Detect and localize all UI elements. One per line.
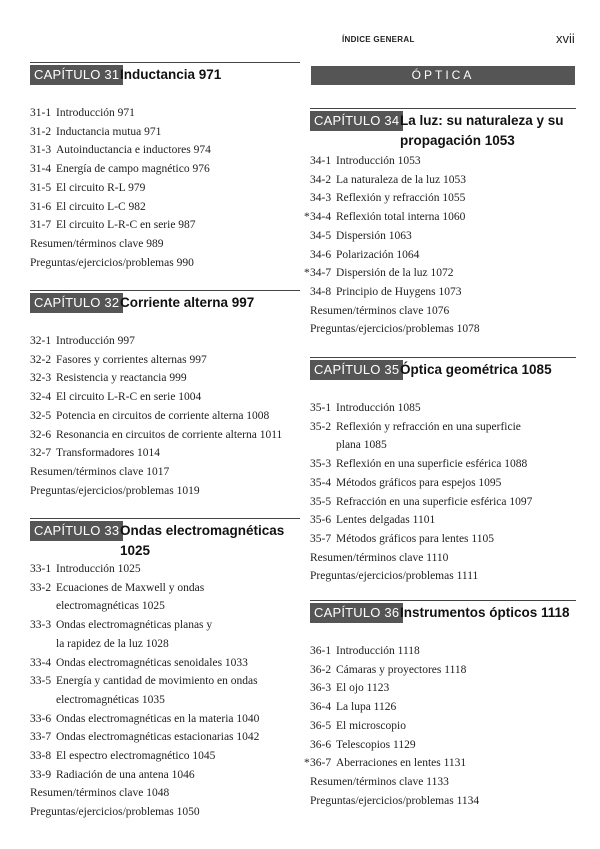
section-number: 36-1 (310, 645, 332, 657)
toc-entry[interactable] (310, 679, 576, 698)
chapter-title (120, 293, 254, 313)
chapter-title-line1: Óptica geométrica 1085 (400, 362, 552, 377)
toc-entry[interactable] (30, 407, 300, 426)
section-number: 32-3 (30, 372, 52, 385)
section-title: Resumen/términos clave 1133 (310, 775, 449, 788)
toc-entry[interactable] (310, 152, 576, 171)
toc-entry[interactable] (310, 455, 576, 474)
section-number: 35-1 (310, 402, 332, 414)
section-title: El circuito L-R-C en serie 1004 (56, 391, 202, 404)
entry-list (30, 560, 300, 822)
section-number: 33-2 (30, 581, 52, 594)
toc-entry[interactable] (30, 747, 300, 766)
toc-entry[interactable] (30, 444, 300, 463)
section-title: Resumen/términos clave 1076 (310, 304, 450, 317)
optional-marker: * (304, 757, 310, 770)
section-title: Introducción 971 (56, 107, 135, 119)
toc-entry[interactable] (310, 474, 576, 493)
section-title: Reflexión y refracción en una superficie (336, 420, 521, 433)
entry-list (304, 642, 576, 810)
chapter-title (400, 111, 564, 151)
section-title: Preguntas/ejercicios/problemas 1134 (310, 794, 480, 807)
chapter-title (400, 360, 552, 380)
toc-entry[interactable] (30, 784, 300, 803)
section-number: 35-4 (310, 476, 332, 489)
toc-entry[interactable] (30, 482, 300, 501)
entry-list (30, 332, 300, 500)
section-number: 32-7 (30, 447, 52, 460)
chapter-label: CAPÍTULO 35 (310, 360, 403, 380)
toc-entry[interactable] (310, 567, 576, 586)
section-number: 31-7 (30, 219, 52, 232)
entry-list (310, 399, 576, 586)
chapter-title-line1: Ondas electromagnéticas (120, 523, 285, 538)
chapter-title-line1: Instrumentos ópticos 1118 (400, 605, 570, 620)
toc-entry[interactable] (30, 616, 300, 653)
toc-entry[interactable] (310, 736, 576, 755)
section-title: Preguntas/ejercicios/problemas 1111 (310, 570, 479, 583)
toc-entry[interactable] (30, 369, 300, 388)
section-number: 33-7 (30, 731, 52, 744)
chapter-title (120, 65, 221, 85)
toc-entry[interactable] (310, 493, 576, 512)
section-number: 35-2 (310, 420, 332, 433)
toc-entry[interactable] (30, 104, 300, 123)
section-title-continued: electromagnéticas 1025 (56, 600, 165, 613)
section-number: 34-3 (310, 192, 332, 205)
section-title-continued: plana 1085 (336, 439, 387, 452)
section-title: Resumen/términos clave 989 (30, 237, 164, 250)
chapter-heading (310, 357, 576, 379)
chapter-32 (30, 290, 300, 497)
toc-entry[interactable] (310, 246, 576, 265)
chapter-34 (304, 108, 576, 336)
section-title: La lupa 1126 (336, 701, 397, 714)
chapter-title (120, 521, 284, 561)
section-title: Resumen/términos clave 1017 (30, 465, 170, 478)
toc-entry[interactable] (310, 792, 576, 811)
section-number: 36-6 (310, 738, 332, 751)
section-number: 33-8 (30, 750, 52, 763)
chapter-35 (310, 357, 576, 583)
chapter-label: CAPÍTULO 31 (30, 65, 123, 85)
toc-entry[interactable] (30, 351, 300, 370)
section-title: Resistencia y reactancia 999 (56, 372, 187, 385)
chapter-rule (310, 108, 576, 109)
section-banner-optica: ÓPTICA (311, 66, 575, 85)
toc-entry[interactable] (310, 418, 576, 455)
section-title: Preguntas/ejercicios/problemas 990 (30, 256, 194, 269)
entry-list (30, 104, 300, 272)
section-number: 32-1 (30, 335, 52, 347)
chapter-title-line1: La luz: su naturaleza y su (400, 113, 564, 128)
section-number: 36-2 (310, 663, 332, 676)
section-number: 34-5 (310, 229, 332, 242)
section-title: Introducción 997 (56, 335, 135, 347)
section-number: 33-4 (30, 656, 52, 669)
toc-entry[interactable] (310, 549, 576, 568)
section-title: Dispersión 1063 (336, 229, 412, 242)
toc-entry[interactable] (310, 302, 576, 321)
section-title: Refracción en una superficie esférica 1097 (336, 495, 533, 508)
section-number: 36-5 (310, 719, 332, 732)
toc-entry[interactable] (30, 179, 300, 198)
section-number: 34-1 (310, 155, 332, 167)
optional-marker: * (304, 211, 310, 224)
section-number: 33-3 (30, 619, 52, 632)
section-title: Resumen/términos clave 1048 (30, 787, 170, 800)
section-title: Introducción 1085 (336, 402, 421, 414)
entry-list (304, 152, 576, 339)
section-title: Ondas electromagnéticas en la materia 1040 (56, 712, 260, 725)
section-number: 34-4 (310, 211, 332, 224)
toc-entry[interactable] (30, 123, 300, 142)
section-number: 32-5 (30, 409, 52, 422)
toc-entry[interactable] (310, 717, 576, 736)
chapter-label: CAPÍTULO 34 (310, 111, 403, 131)
section-number: 31-2 (30, 125, 52, 138)
section-title: El ojo 1123 (336, 682, 390, 695)
toc-entry[interactable] (30, 198, 300, 217)
section-title: Principio de Huygens 1073 (336, 285, 462, 298)
section-number: 36-3 (310, 682, 332, 695)
chapter-label: CAPÍTULO 36 (310, 603, 403, 623)
chapter-33 (30, 518, 300, 819)
chapter-rule (310, 600, 576, 601)
section-number: 35-7 (310, 532, 332, 545)
chapter-rule (30, 62, 300, 63)
toc-entry[interactable] (30, 332, 300, 351)
toc-entry[interactable] (310, 773, 576, 792)
section-number: 35-3 (310, 458, 332, 471)
section-title: Reflexión en una superficie esférica 1088 (336, 458, 528, 471)
section-title: Resonancia en circuitos de corriente alterna 1011 (56, 428, 283, 441)
section-title: Introducción 1118 (336, 645, 420, 657)
section-title: La naturaleza de la luz 1053 (336, 173, 466, 186)
toc-entry[interactable] (310, 320, 576, 339)
toc-entry[interactable] (310, 661, 576, 680)
section-title: Métodos gráficos para lentes 1105 (336, 532, 494, 545)
toc-entry[interactable] (30, 710, 300, 729)
toc-entry[interactable] (30, 141, 300, 160)
toc-entry[interactable] (30, 426, 300, 445)
chapter-36 (304, 600, 576, 807)
toc-entry[interactable] (30, 654, 300, 673)
chapter-31 (30, 62, 300, 269)
section-title: El circuito R-L 979 (56, 181, 146, 194)
section-number: 36-4 (310, 701, 332, 714)
toc-entry[interactable] (304, 264, 576, 283)
section-title: Ecuaciones de Maxwell y ondas (56, 581, 205, 594)
toc-entry[interactable] (30, 388, 300, 407)
toc-entry[interactable] (310, 511, 576, 530)
toc-entry[interactable] (30, 560, 300, 579)
section-title: Energía de campo magnético 976 (56, 163, 210, 176)
toc-entry[interactable] (30, 463, 300, 482)
toc-entry[interactable] (304, 754, 576, 773)
toc-entry[interactable] (30, 579, 300, 616)
section-title: Ondas electromagnéticas senoidales 1033 (56, 656, 248, 669)
section-title: Energía y cantidad de movimiento en ondas (56, 675, 258, 688)
section-number: 33-5 (30, 675, 52, 688)
chapter-heading (310, 108, 576, 148)
toc-entry[interactable] (310, 171, 576, 190)
section-number: 31-5 (30, 181, 52, 194)
chapter-title-line1: Inductancia 971 (120, 67, 222, 82)
section-title: El microscopio (336, 719, 406, 732)
toc-entry[interactable] (30, 803, 300, 822)
section-number: 35-6 (310, 514, 332, 527)
section-title: Preguntas/ejercicios/problemas 1050 (30, 806, 200, 819)
running-header: ÍNDICE GENERAL (342, 35, 415, 44)
toc-entry[interactable] (310, 283, 576, 302)
section-title: Resumen/términos clave 1110 (310, 551, 449, 564)
chapter-label: CAPÍTULO 33 (30, 521, 123, 541)
section-title: Lentes delgadas 1101 (336, 514, 436, 527)
chapter-title-line2: 1025 (120, 543, 151, 558)
toc-entry[interactable] (30, 235, 300, 254)
chapter-rule (310, 357, 576, 358)
toc-entry[interactable] (310, 399, 576, 418)
section-number: 34-6 (310, 248, 332, 261)
section-title: Reflexión y refracción 1055 (336, 192, 466, 205)
toc-entry[interactable] (30, 766, 300, 785)
section-number: 31-1 (30, 107, 52, 119)
section-title: Autoinductancia e inductores 974 (56, 144, 211, 157)
section-number: 35-5 (310, 495, 332, 508)
section-title: Métodos gráficos para espejos 1095 (336, 476, 502, 489)
section-title: Introducción 1025 (56, 563, 141, 575)
section-number: 33-1 (30, 563, 52, 575)
section-number: 33-9 (30, 768, 52, 781)
optional-marker: * (304, 267, 310, 280)
section-title: Ondas electromagnéticas estacionarias 1042 (56, 731, 260, 744)
chapter-rule (30, 290, 300, 291)
section-number: 31-3 (30, 144, 52, 157)
section-title: El circuito L-C 982 (56, 200, 146, 213)
section-number: 34-8 (310, 285, 332, 298)
section-title: Radiación de una antena 1046 (56, 768, 195, 781)
chapter-heading (30, 290, 300, 312)
section-title: Cámaras y proyectores 1118 (336, 663, 467, 676)
toc-entry[interactable] (310, 530, 576, 549)
section-title-continued: la rapidez de la luz 1028 (56, 637, 169, 650)
page-number: xvii (556, 31, 575, 46)
section-title: Preguntas/ejercicios/problemas 1078 (310, 323, 480, 336)
section-title: Polarización 1064 (336, 248, 420, 261)
section-number: 36-7 (310, 757, 332, 770)
chapter-title (400, 603, 570, 623)
section-number: 32-6 (30, 428, 52, 441)
toc-entry[interactable] (30, 672, 300, 709)
section-title: Dispersión de la luz 1072 (336, 267, 454, 280)
toc-entry[interactable] (310, 227, 576, 246)
toc-entry[interactable] (304, 208, 576, 227)
section-title: Ondas electromagnéticas planas y (56, 619, 213, 632)
section-number: 31-6 (30, 200, 52, 213)
section-title: Telescopios 1129 (336, 738, 416, 751)
toc-entry[interactable] (310, 189, 576, 208)
section-number: 33-6 (30, 712, 52, 725)
section-title: El espectro electromagnético 1045 (56, 750, 216, 763)
section-title: Transformadores 1014 (56, 447, 161, 460)
chapter-rule (30, 518, 300, 519)
section-title: Fasores y corrientes alternas 997 (56, 353, 207, 366)
toc-entry[interactable] (30, 216, 300, 235)
chapter-heading (310, 600, 576, 622)
section-number: 32-4 (30, 391, 52, 404)
toc-entry[interactable] (30, 728, 300, 747)
section-title-continued: electromagnéticas 1035 (56, 693, 165, 706)
chapter-title-line1: Corriente alterna 997 (120, 295, 255, 310)
section-number: 31-4 (30, 163, 52, 176)
toc-entry[interactable] (30, 160, 300, 179)
section-number: 34-7 (310, 267, 332, 280)
section-number: 32-2 (30, 353, 52, 366)
section-number: 34-2 (310, 173, 332, 186)
section-title: Inductancia mutua 971 (56, 125, 162, 138)
section-title: Aberraciones en lentes 1131 (336, 757, 467, 770)
chapter-label: CAPÍTULO 32 (30, 293, 123, 313)
section-title: Introducción 1053 (336, 155, 421, 167)
section-title: Potencia en circuitos de corriente alterna 1008 (56, 409, 270, 422)
section-title: El circuito L-R-C en serie 987 (56, 219, 196, 232)
section-title: Reflexión total interna 1060 (336, 211, 466, 224)
chapter-heading (30, 518, 300, 558)
chapter-heading (30, 62, 300, 84)
chapter-title-line2: propagación 1053 (400, 133, 515, 148)
toc-entry[interactable] (310, 642, 576, 661)
toc-entry[interactable] (30, 254, 300, 273)
section-title: Preguntas/ejercicios/problemas 1019 (30, 484, 200, 497)
toc-entry[interactable] (310, 698, 576, 717)
